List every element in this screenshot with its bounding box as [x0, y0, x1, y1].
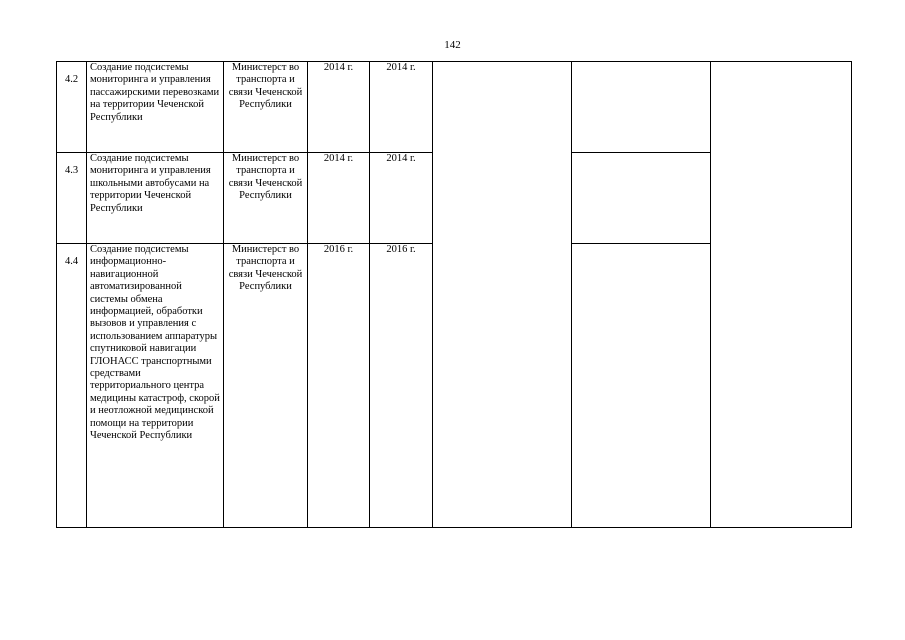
activity-name: Создание подсистемы мониторинга и управления школьными автобусами на территории Чеченской Республики [87, 153, 224, 244]
executor: Министерст во транспорта и связи Чеченской Республики [224, 244, 308, 528]
end-date: 2016 г. [370, 244, 433, 528]
row-number: 4.3 [57, 153, 87, 244]
empty-cell [572, 153, 711, 244]
table-row [57, 62, 852, 153]
executor: Министерст во транспорта и связи Чеченской Республики [224, 62, 308, 153]
end-date: 2014 г. [370, 153, 433, 244]
row-number: 4.2 [57, 62, 87, 153]
activity-name: Создание подсистемы мониторинга и управления пассажирскими перевозками на территории Чеченской Республики [87, 62, 224, 153]
activities-table [56, 61, 852, 528]
row-number: 4.4 [57, 244, 87, 528]
empty-cell [572, 62, 711, 153]
empty-cell [572, 244, 711, 528]
start-date: 2014 г. [308, 153, 370, 244]
empty-cell-merged [711, 62, 852, 528]
executor: Министерст во транспорта и связи Чеченской Республики [224, 153, 308, 244]
start-date: 2014 г. [308, 62, 370, 153]
empty-cell-merged [433, 62, 572, 528]
page-number: 142 [444, 39, 461, 51]
end-date: 2014 г. [370, 62, 433, 153]
start-date: 2016 г. [308, 244, 370, 528]
activity-name: Создание подсистемы информационно-навигационной автоматизированной системы обмена информацией, обработки вызовов и управления с использованием аппаратуры спутниковой навигации ГЛОНАСС транспортными средствами территориального центра медицины катастроф, скорой и неотложной медицинской помощи на территории Чеченской Республики [87, 244, 224, 528]
